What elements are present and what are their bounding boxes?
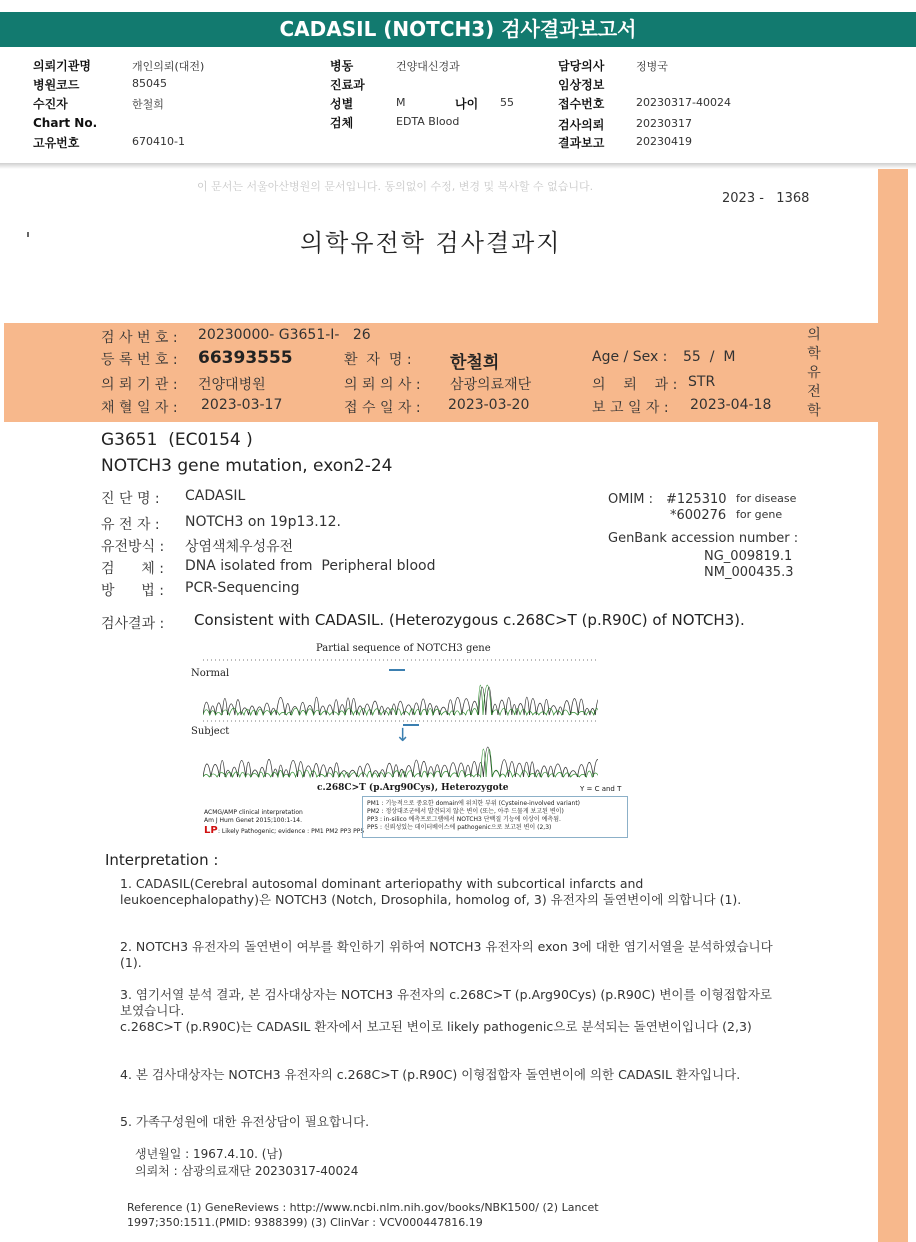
- lp-badge: LP: [204, 825, 218, 836]
- draw-date: 2023-03-17: [201, 397, 283, 413]
- header-key: 성별: [330, 97, 354, 111]
- info-key: 방 법 :: [101, 583, 164, 599]
- info-value: NOTCH3 on 19p13.12.: [185, 514, 342, 530]
- interpretation-item: c.268C>T (p.R90C)는 CADASIL 환자에서 보고된 변이로 likely pathogenic으로 분석되는 돌연변이입니다 (2,3): [120, 1019, 752, 1034]
- info-key: 유전방식 :: [101, 539, 165, 555]
- info-value: DNA isolated from Peripheral blood: [185, 558, 436, 574]
- interpretation-item: 1. CADASIL(Cerebral autosomal dominant arteriopathy with subcortical infarcts and leukoencephalopathy)은 NOTCH3 (Notch, Drosophila, homolog of, 3) 유전자의 돌연변이에 의합니다 (1).: [120, 876, 742, 907]
- header-value: 55: [500, 96, 514, 109]
- scan-mark: [27, 232, 29, 237]
- header-key: 의뢰기관명: [33, 59, 91, 73]
- draw-date-label: 채 혈 일 자 :: [101, 400, 178, 416]
- figure-title: Partial sequence of NOTCH3 gene: [316, 643, 491, 654]
- org-label: 의 뢰 기 관 :: [101, 377, 178, 393]
- test-no-label: 검 사 번 호 :: [101, 330, 178, 346]
- omim-disease-note: for disease: [736, 492, 797, 505]
- header-value: 20230317-40024: [636, 96, 731, 109]
- header-value: M: [396, 96, 406, 109]
- acmg-label: ACMG/AMP clinical interpretation: [204, 809, 303, 816]
- header-value: 20230419: [636, 135, 692, 148]
- sequence-chromatogram-figure: [187, 637, 637, 840]
- patient-name: 한철희: [450, 353, 500, 373]
- reg-no: 66393555: [198, 348, 293, 368]
- header-value: 개인의뢰(대전): [132, 60, 205, 73]
- evidence-line: PP3 : in-silico 예측프로그램에서 NOTCH3 단백질 기능에 이상이 예측됨.: [367, 816, 561, 823]
- yct-label: Y = C and T: [580, 785, 622, 793]
- test-name: NOTCH3 gene mutation, exon2-24: [101, 456, 393, 476]
- evidence-line: PM2 : 정상대조군에서 발견되지 않은 변이 (또는, 아주 드물게 보고된 변이): [367, 808, 564, 815]
- info-key: 유 전 자 :: [101, 517, 160, 533]
- recv-date: 2023-03-20: [448, 397, 530, 413]
- patient-label: 환 자 명 :: [344, 352, 412, 368]
- header-value: 정병국: [636, 60, 668, 73]
- report-header: [0, 48, 916, 164]
- document-title: 의학유전학 검사결과지: [300, 229, 562, 257]
- header-value: 건양대신경과: [396, 60, 460, 73]
- mutation-label: c.268C>T (p.Arg90Cys), Heterozygote: [317, 783, 509, 793]
- report-date-label: 보 고 일 자 :: [592, 400, 669, 416]
- dept: STR: [688, 374, 716, 390]
- recv-date-label: 접 수 일 자 :: [344, 400, 421, 416]
- interpretation-item: 2. NOTCH3 유전자의 돌연변이 여부를 확인하기 위하여 NOTCH3 유전자의 exon 3에 대한 염기서열을 분석하였습니다 (1).: [120, 939, 773, 970]
- omim-gene: *600276: [670, 508, 727, 523]
- document-number: 2023 - 1368: [722, 191, 810, 206]
- header-key: 담당의사: [558, 59, 605, 73]
- info-key: 진 단 명 :: [101, 491, 160, 507]
- genbank-label: GenBank accession number :: [608, 531, 799, 546]
- acmg-ref: Am J Hum Genet 2015;100:1-14.: [204, 817, 302, 824]
- requester: 의뢰처 : 삼광의료재단 20230317-40024: [135, 1164, 359, 1178]
- result-label: 검사결과 :: [101, 616, 165, 632]
- copyright-notice: 이 문서는 서울아산병원의 문서입니다. 동의없이 수정, 변경 및 복사할 수 없습니다.: [197, 180, 594, 193]
- header-key: 나이: [455, 97, 479, 111]
- subject-trace: [203, 747, 598, 777]
- result-text: Consistent with CADASIL. (Heterozygous c.268C>T (p.R90C) of NOTCH3).: [194, 611, 745, 629]
- interpretation-item: 4. 본 검사대상자는 NOTCH3 유전자의 c.268C>T (p.R90C) 이형접합자 돌연변이에 의한 CADASIL 환자입니다.: [120, 1067, 741, 1082]
- subject-label: Subject: [191, 726, 230, 737]
- header-key: 수진자: [33, 97, 68, 111]
- doctor: 삼광의료재단: [450, 377, 532, 393]
- header-key: 접수번호: [558, 97, 605, 111]
- test-code: G3651 (EC0154 ): [101, 430, 253, 450]
- test-no: 20230000- G3651-I- 26: [198, 327, 371, 343]
- header-key: 병동: [330, 59, 354, 73]
- header-key: 임상정보: [558, 78, 605, 92]
- info-value: PCR-Sequencing: [185, 580, 300, 596]
- interpretation-item: 5. 가족구성원에 대한 유전상담이 필요합니다.: [120, 1114, 370, 1129]
- interpretation-heading: Interpretation :: [105, 851, 219, 869]
- genbank-nm: NM_000435.3: [704, 565, 794, 580]
- header-key: 진료과: [330, 78, 365, 92]
- omim-disease: #125310: [666, 492, 727, 507]
- vertical-char: 의: [807, 327, 821, 343]
- evidence-box: [362, 796, 628, 838]
- reference-text: Reference (1) GeneReviews : http://www.ncbi.nlm.nih.gov/books/NBK1500/ (2) Lancet 1997;350:1511.(PMID: 9388399) (3) ClinVar : VCV000447816.19: [127, 1201, 599, 1229]
- header-value: EDTA Blood: [396, 115, 460, 128]
- info-value: 상염색체우성유전: [185, 539, 294, 555]
- age-sex: 55 / M: [683, 349, 736, 365]
- doctor-label: 의 뢰 의 사 :: [344, 377, 421, 393]
- info-value: CADASIL: [185, 488, 246, 504]
- normal-label: Normal: [191, 668, 230, 679]
- info-key: 검 체 :: [101, 561, 164, 577]
- header-key: 고유번호: [33, 136, 80, 150]
- normal-trace: [203, 687, 598, 715]
- evidence-line: PM1 : 기능적으로 중요한 domain에 위치한 부위 (Cysteine-involved variant): [367, 800, 581, 807]
- vertical-char: 유: [807, 365, 821, 381]
- reg-no-label: 등 록 번 호 :: [101, 352, 178, 368]
- org: 건양대병원: [198, 377, 266, 393]
- age-sex-label: Age / Sex :: [592, 349, 668, 365]
- header-value: 85045: [132, 77, 167, 90]
- omim-gene-note: for gene: [736, 508, 783, 521]
- omim-label: OMIM :: [608, 492, 654, 507]
- header-value: 20230317: [636, 117, 692, 130]
- mutation-arrow-icon: ↓: [395, 725, 411, 746]
- dept-label: 의 뢰 과 :: [592, 377, 678, 393]
- header-key: 병원코드: [33, 78, 80, 92]
- genbank-ng: NG_009819.1: [704, 549, 793, 564]
- header-value: 670410-1: [132, 135, 185, 148]
- birth-date: 생년월일 : 1967.4.10. (남): [135, 1147, 283, 1161]
- header-value: 한철희: [132, 98, 164, 111]
- vertical-char: 학: [807, 346, 821, 362]
- vertical-char: 전: [807, 384, 821, 400]
- vertical-char: 학: [807, 403, 821, 419]
- evidence-line: PP5 : 신뢰성있는 데이터베이스에 pathogenic으로 보고된 변이 (2,3): [367, 824, 552, 831]
- subject-trace-secondary: [203, 749, 598, 777]
- header-key: Chart No.: [33, 116, 98, 130]
- orange-side-strip: [878, 169, 908, 1242]
- report-banner-title: CADASIL (NOTCH3) 검사결과보고서: [0, 12, 916, 47]
- lp-evidence: : Likely Pathogenic; evidence : PM1 PM2 PP3 PP5: [218, 828, 365, 835]
- header-key: 검체: [330, 116, 354, 130]
- report-date: 2023-04-18: [690, 397, 772, 413]
- interpretation-item: 3. 염기서열 분석 결과, 본 검사대상자는 NOTCH3 유전자의 c.268C>T (p.Arg90Cys) (p.R90C) 변이를 이형접합자로 보였습니다.: [120, 987, 772, 1018]
- header-key: 검사의뢰: [558, 118, 605, 132]
- vertical-dept-label: [804, 326, 824, 421]
- header-key: 결과보고: [558, 136, 605, 150]
